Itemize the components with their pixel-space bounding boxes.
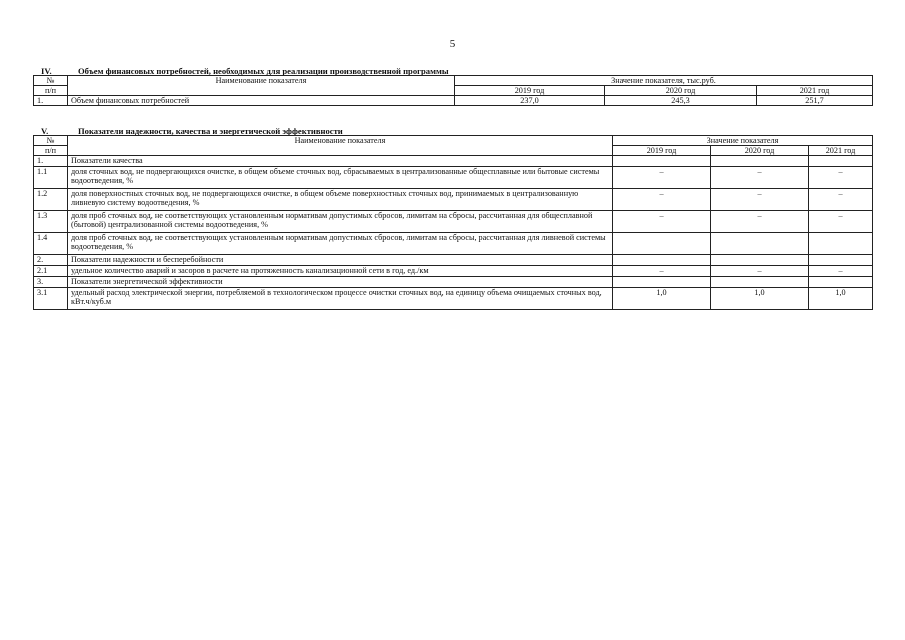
row-number: 2.: [34, 255, 68, 266]
row-value: [711, 277, 809, 288]
table-row: [34, 233, 873, 255]
year-header: 2020 год: [605, 86, 757, 96]
row-value: –: [711, 211, 809, 233]
row-value: 245,3: [605, 96, 757, 106]
row-value: –: [711, 266, 809, 277]
row-value: [809, 156, 873, 167]
section-5-number: V.: [41, 126, 49, 136]
row-number: 3.1: [34, 288, 68, 310]
section-5-title: Показатели надежности, качества и энергетической эффективности: [78, 126, 343, 136]
row-value: –: [613, 167, 711, 189]
row-value: –: [809, 211, 873, 233]
row-value: [613, 156, 711, 167]
row-value: [711, 156, 809, 167]
row-value: 237,0: [455, 96, 605, 106]
row-name: Показатели качества: [68, 156, 613, 167]
row-value: 1,0: [809, 288, 873, 310]
row-number: 1.4: [34, 233, 68, 255]
row-number: 1.2: [34, 189, 68, 211]
section-4-number: IV.: [41, 66, 52, 76]
row-name: Показатели энергетической эффективности: [68, 277, 613, 288]
row-name: удельный расход электрической энергии, потребляемой в технологическом процессе очистки сточных вод, на единицу объема очищаемых сточных вод, кВт.ч/куб.м: [68, 288, 613, 310]
col-name-header: Наименование показателя: [68, 136, 613, 156]
row-value: –: [613, 211, 711, 233]
table-row: [34, 189, 873, 211]
year-header: 2021 год: [757, 86, 873, 96]
row-value: [809, 233, 873, 255]
row-value: 1,0: [613, 288, 711, 310]
row-number: 3.: [34, 277, 68, 288]
row-value: –: [809, 167, 873, 189]
row-value: –: [809, 189, 873, 211]
table-row: [34, 156, 873, 167]
indicators-table-body: [34, 156, 873, 310]
indicators-table: [33, 135, 873, 310]
row-value: [711, 255, 809, 266]
row-name: доля проб сточных вод, не соответствующих установленным нормативам допустимых сбросов, лимитам на сбросы, рассчитанная для общесплавной (бытовой) централизованной системы водоотведения, %: [68, 211, 613, 233]
row-value: 251,7: [757, 96, 873, 106]
table-header-row: [34, 136, 873, 146]
row-value: –: [809, 266, 873, 277]
row-name: удельное количество аварий и засоров в расчете на протяженность канализационной сети в год, ед./км: [68, 266, 613, 277]
table-row: [34, 255, 873, 266]
col-num-header: №: [34, 76, 68, 86]
row-name: Показатели надежности и бесперебойности: [68, 255, 613, 266]
table-row: [34, 167, 873, 189]
row-name: Объем финансовых потребностей: [68, 96, 455, 106]
col-num-header: №: [34, 136, 68, 146]
table-row: [34, 211, 873, 233]
row-value: [613, 277, 711, 288]
col-value-header: Значение показателя: [613, 136, 873, 146]
year-header: 2019 год: [455, 86, 605, 96]
table-row: [34, 277, 873, 288]
row-number: 1.1: [34, 167, 68, 189]
row-number: 1.: [34, 96, 68, 106]
col-num-subheader: п/п: [34, 146, 68, 156]
row-value: –: [711, 167, 809, 189]
table-row: [34, 288, 873, 310]
row-value: [613, 255, 711, 266]
year-header: 2019 год: [613, 146, 711, 156]
row-value: [711, 233, 809, 255]
col-value-header: Значение показателя, тыс.руб.: [455, 76, 873, 86]
year-header: 2021 год: [809, 146, 873, 156]
table-header-row: [34, 76, 873, 86]
row-number: 2.1: [34, 266, 68, 277]
row-number: 1.: [34, 156, 68, 167]
table-row: [34, 266, 873, 277]
page-number: 5: [449, 38, 456, 50]
section-4-title: Объем финансовых потребностей, необходимых для реализации производственной программы: [78, 66, 449, 76]
row-name: доля проб сточных вод, не соответствующих установленным нормативам допустимых сбросов, лимитам на сбросы, рассчитанная для ливневой системы водоотведения, %: [68, 233, 613, 255]
row-number: 1.3: [34, 211, 68, 233]
col-num-subheader: п/п: [34, 86, 68, 96]
row-value: –: [613, 189, 711, 211]
row-name: доля сточных вод, не подвергающихся очистке, в общем объеме сточных вод, сбрасываемых в централизованные общесплавные или бытовые системы водоотведения, %: [68, 167, 613, 189]
row-value: [613, 233, 711, 255]
row-name: доля поверхностных сточных вод, не подвергающихся очистке, в общем объеме поверхностных сточных вод, принимаемых в централизованную ливневую систему водоотведения, %: [68, 189, 613, 211]
row-value: 1,0: [711, 288, 809, 310]
table-row: [34, 96, 873, 106]
row-value: –: [711, 189, 809, 211]
row-value: [809, 277, 873, 288]
row-value: [809, 255, 873, 266]
financial-needs-table: [33, 75, 873, 106]
col-name-header: Наименование показателя: [68, 76, 455, 96]
year-header: 2020 год: [711, 146, 809, 156]
row-value: –: [613, 266, 711, 277]
